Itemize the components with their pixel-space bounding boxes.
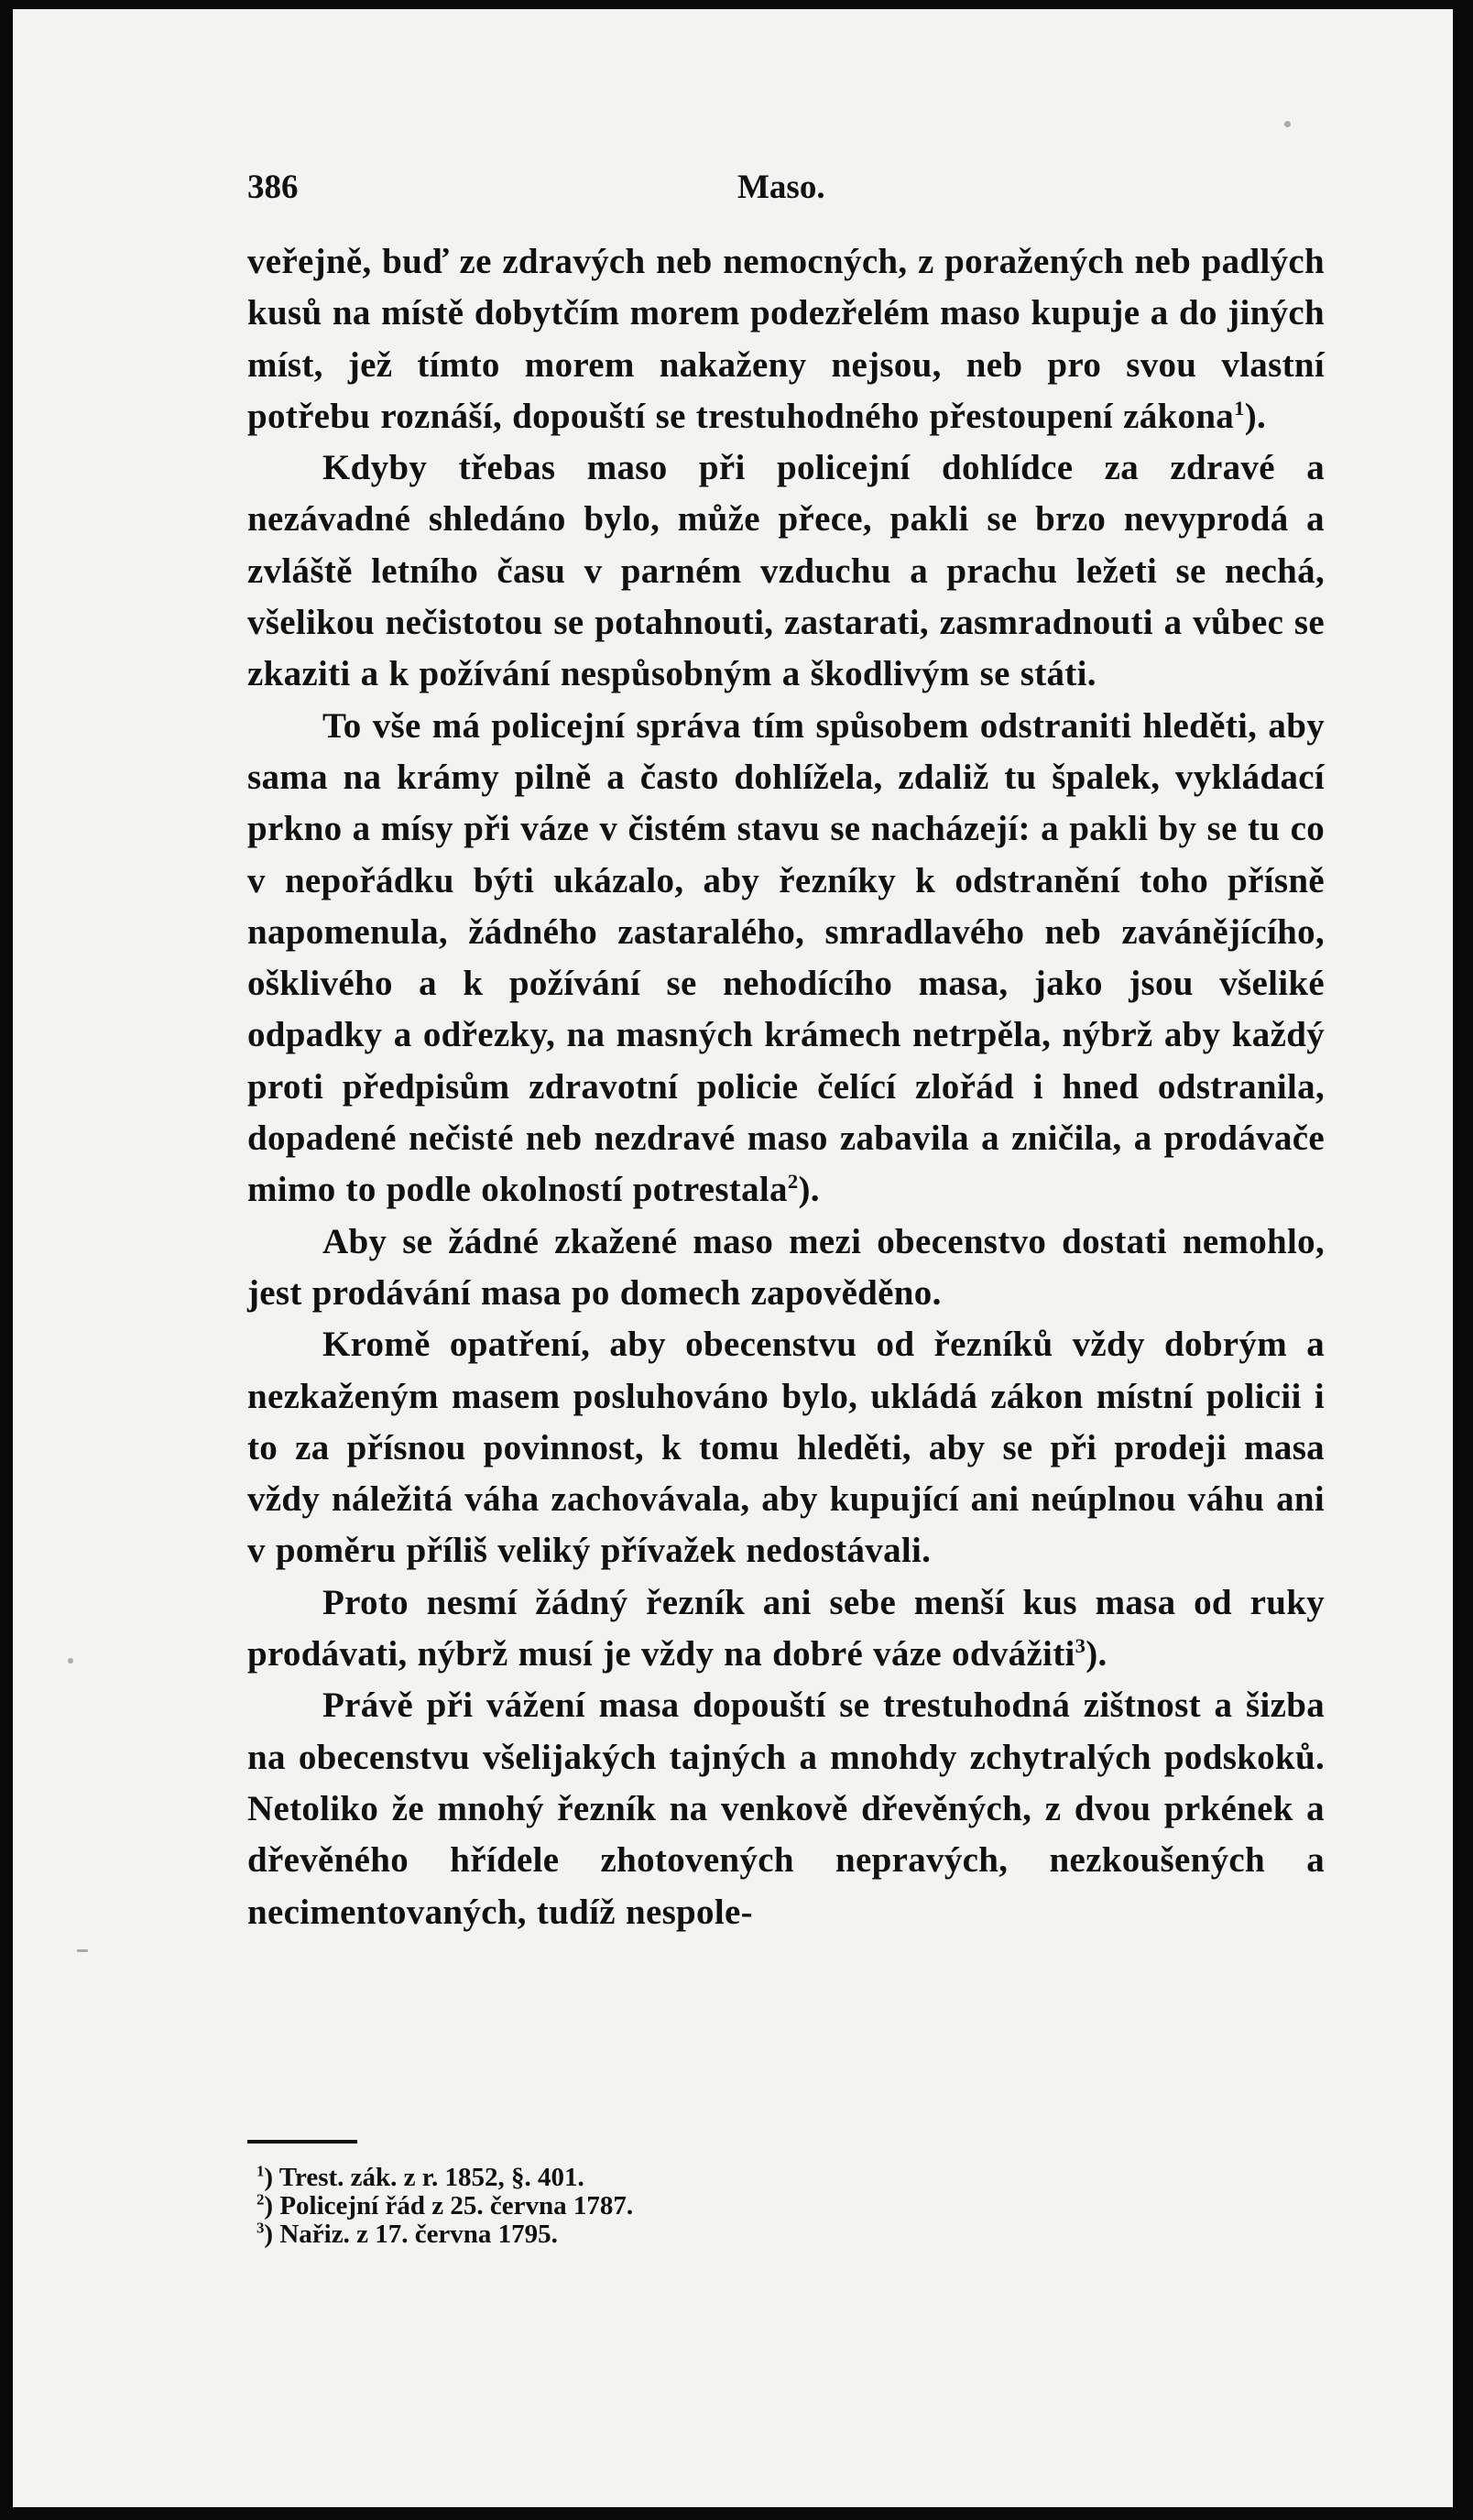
footnote-mark: 2: [256, 2190, 265, 2209]
running-head: [247, 160, 1325, 215]
footnotes: [256, 2164, 1081, 2249]
paragraph: Aby se žádné zkažené maso mezi obecenstvo dostati nemohlo, jest prodávání masa po domech zapověděno.: [247, 1221, 1325, 1313]
footnote-ref: 3: [1075, 1634, 1086, 1658]
footnote-mark: 3: [256, 2219, 265, 2237]
footnote-mark: 1: [256, 2162, 265, 2180]
print-speck: [68, 1658, 73, 1664]
paragraph: Kromě opatření, aby obecenstvu od řezníků vždy dobrým a nezkaženým masem posluhováno bylo, ukládá zákon místní policii i to za přísnou povinnost, k tomu hleděti, aby se při prodeji masa vždy náležitá váha zachovávala, aby kupující ani neúplnou váhu ani v poměru příliš veliký přívažek nedostávali.: [247, 1325, 1325, 1571]
paragraph: Právě při vážení masa dopouští se trestuhodná zištnost a šizba na obecenstvu všelijakých tajných a mnohdy zchytralých podskoků. Netoliko že mnohý řezník na venkově dřevěných, z dvou prkének a dřevěného hřídele zhotovených nepravých, nezkoušených a necimentovaných, tudíž nespole-: [247, 1685, 1325, 1932]
footnote-ref: 2: [787, 1170, 799, 1194]
footnote: $^1$) Trest. zák. z r. 1852, §. 401.: [256, 2162, 584, 2192]
body-text: [247, 236, 1325, 1938]
page-number: 386: [247, 169, 299, 206]
footnote-ref: 1: [1234, 396, 1245, 420]
paragraph: Kdyby třebas maso při policejní dohlídce za zdravé a nezávadné shledáno bylo, může přece, pakli se brzo nevyprodá a zvláště letního času v parném vzduchu a prachu ležeti se nechá, všelikou nečistotou se potahnouti, zastarati, zasmradnouti a vůbec se zkaziti a k požívání nespůsobným a škodlivým se státi.: [247, 448, 1325, 694]
footnote-rule: [247, 2140, 357, 2144]
paragraph: veřejně, buď ze zdravých neb nemocných, z poražených neb padlých kusů na místě dobytčím morem podezřelém maso kupuje a do jiných míst, jež tímto morem nakaženy nejsou, neb pro svou vlastní potřebu roznáší, dopouští se trestuhodného přestoupení zákona$^1$).: [247, 242, 1325, 436]
book-page: [13, 9, 1453, 2507]
footnote: $^3$) Nařiz. z 17. června 1795.: [256, 2219, 558, 2249]
paragraph: To vše má policejní správa tím spůsobem odstraniti hleděti, aby sama na krámy pilně a často dohlížela, zdaliž tu špalek, vykládací prkno a mísy při váze v čistém stavu se nacházejí: a pakli by se tu co v nepořádku býti ukázalo, aby řezníky k odstranění toho přísně napomenula, žádného zastaralého, smradlavého neb zavánějícího, ošklivého a k požívání se nehodícího masa, jako jsou všeliké odpadky a odřezky, na masných krámech netrpěla, nýbrž aby každý proti předpisům zdravotní policie čelící zlořád i hned odstranila, dopadené nečisté neb nezdravé maso zabavila a zničila, a prodávače mimo to podle okolností potrestala$^2$).: [247, 705, 1325, 1210]
page-title: Maso.: [737, 169, 825, 206]
print-speck: [77, 1949, 88, 1952]
print-speck: [1284, 121, 1291, 127]
paragraph: Proto nesmí žádný řezník ani sebe menší kus masa od ruky prodávati, nýbrž musí je vždy na dobré váze odvážiti$^3$).: [247, 1582, 1325, 1675]
footnote: $^2$) Policejní řád z 25. června 1787.: [256, 2190, 634, 2220]
